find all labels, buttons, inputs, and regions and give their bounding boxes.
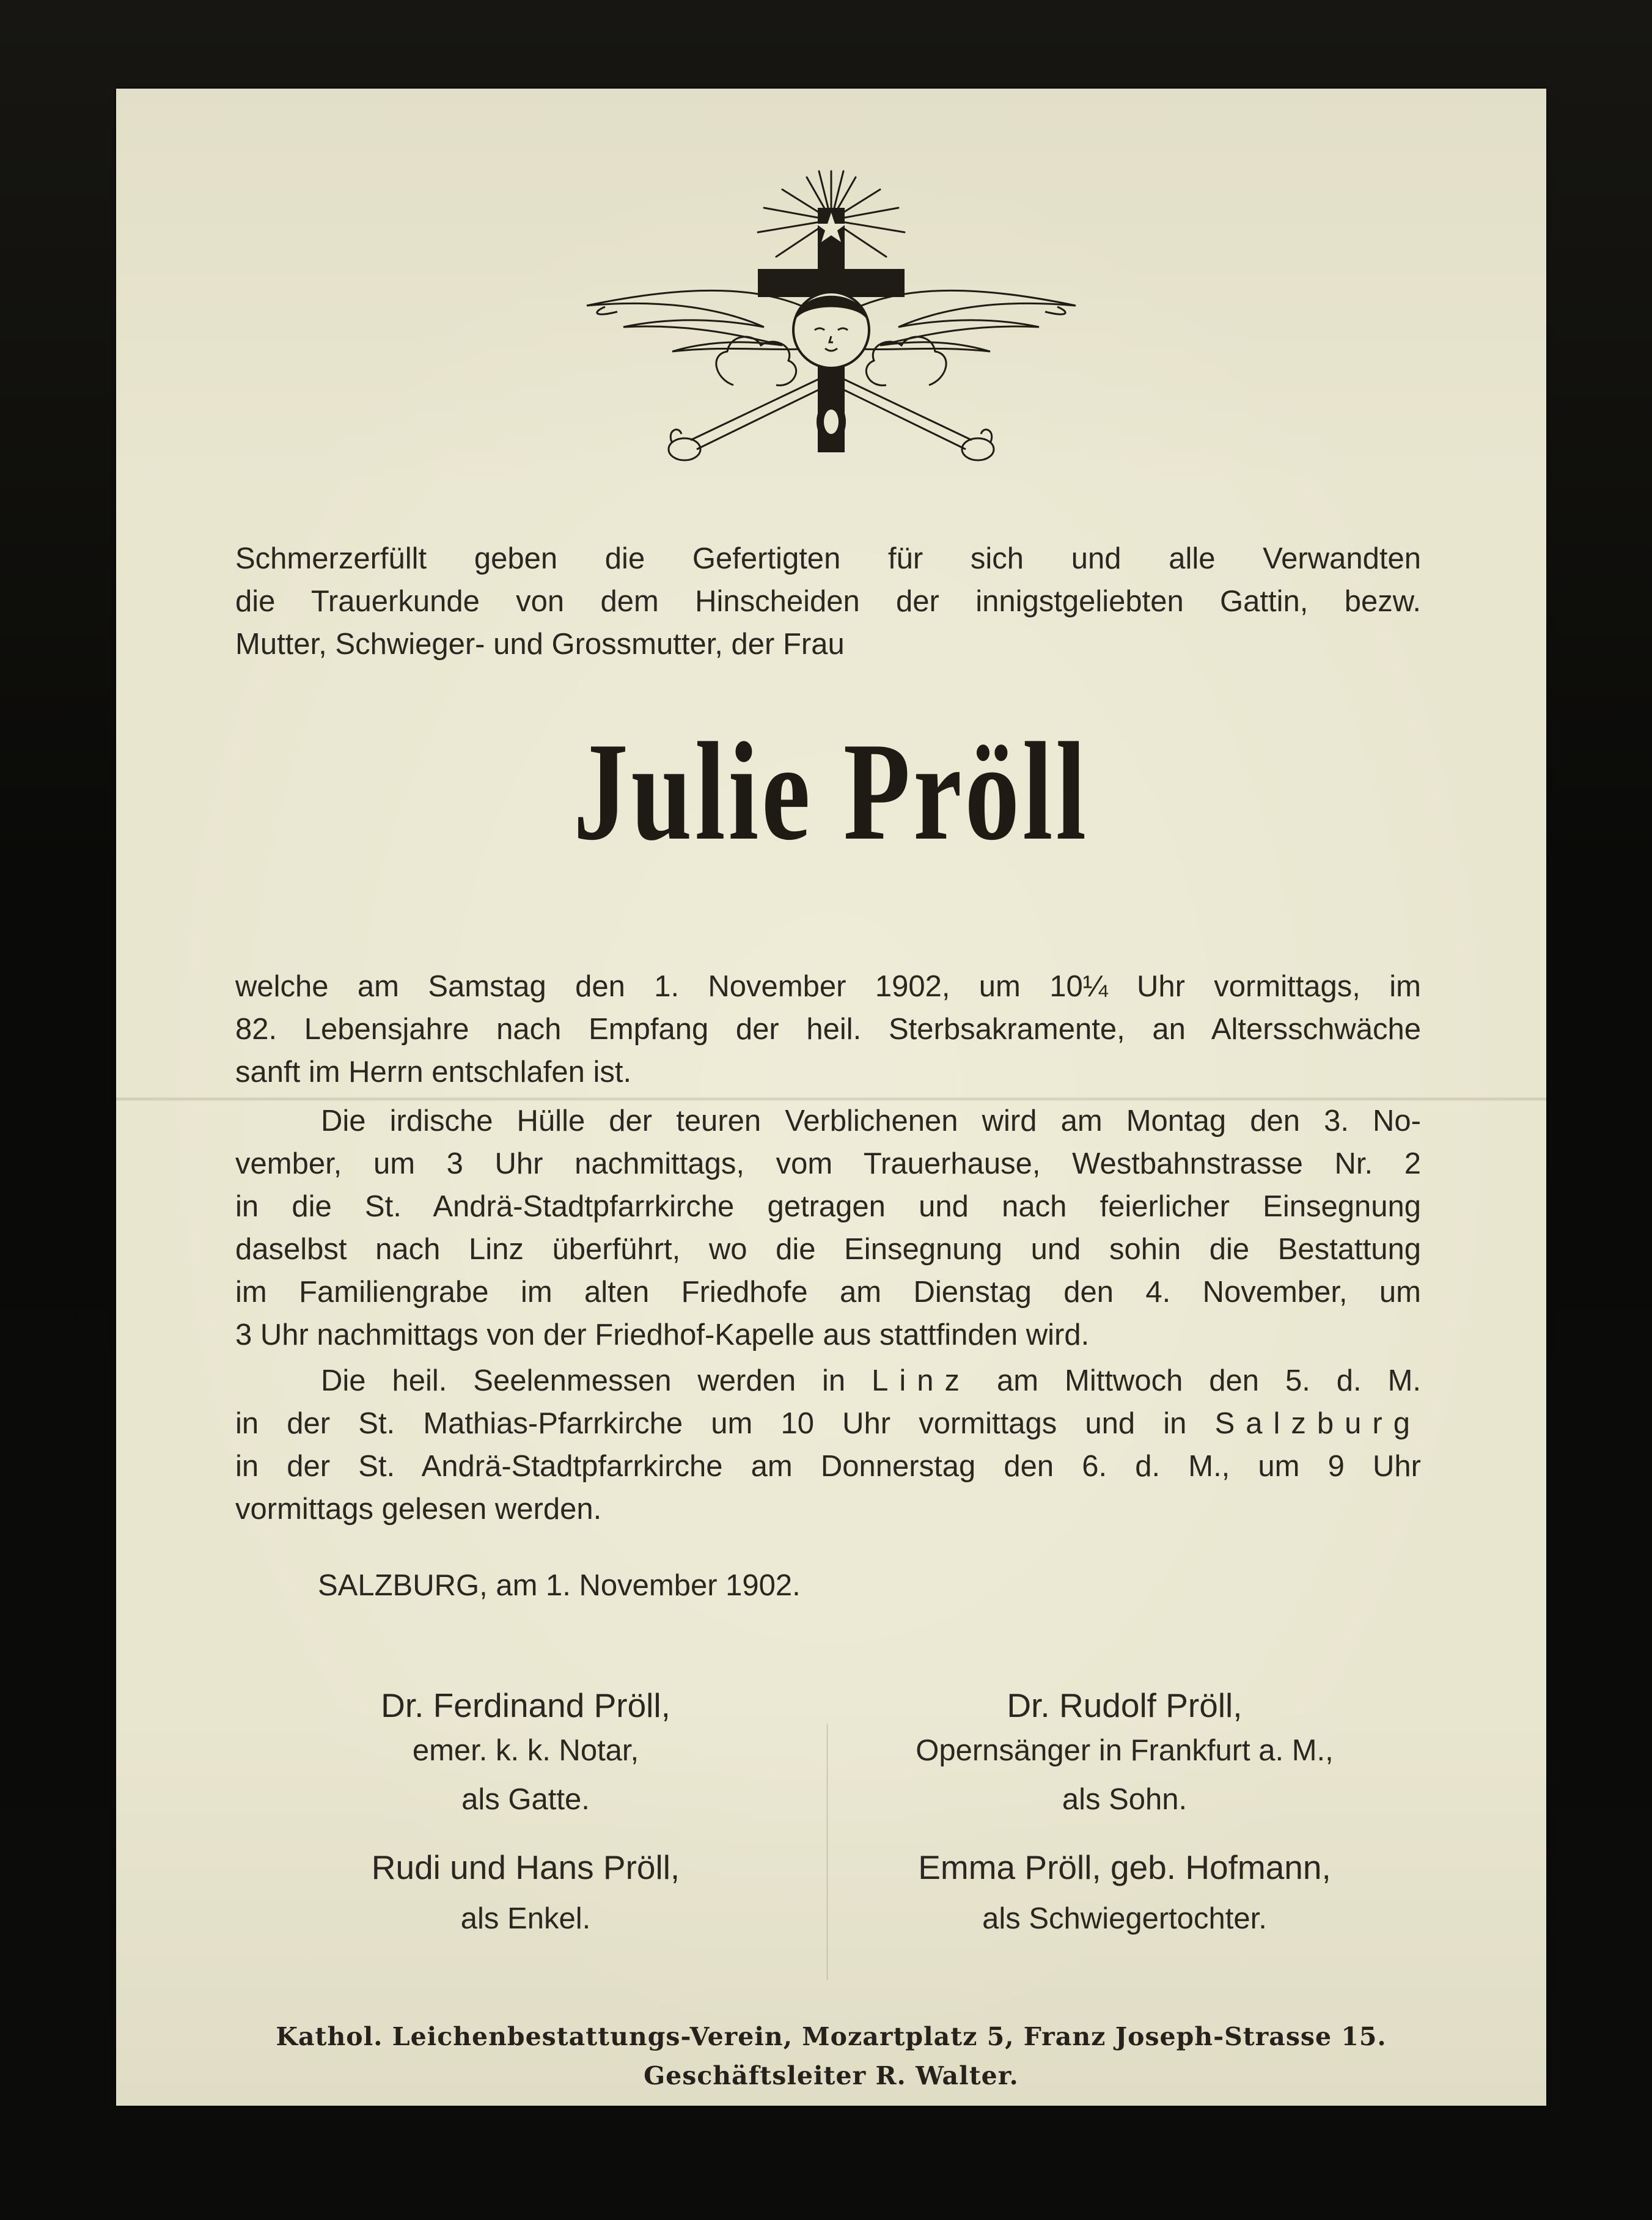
masses-line-1-end: am Mittwoch den 5. d. M. <box>996 1364 1421 1397</box>
death-notice-line-3: sanft im Herrn entschlafen ist. <box>235 1056 632 1089</box>
masses-line-1 <box>321 1360 1421 1402</box>
signatory-title: emer. k. k. Notar, <box>412 1734 639 1767</box>
masses-city-linz: Linz <box>872 1364 971 1397</box>
funeral-line-5: im Familiengrabe im alten Friedhofe am Dienstag den 4. November, um <box>235 1276 1421 1309</box>
signatory-name: Rudi und Hans Pröll, <box>371 1848 680 1886</box>
masses-line-2-start: in der St. Mathias-Pfarrkirche um 10 Uhr vormittags und in <box>235 1407 1187 1440</box>
signatory-husband <box>251 1684 801 1821</box>
masses-line-1-start: Die heil. Seelenmessen werden in <box>321 1364 846 1397</box>
signatory-relation: als Schwiegertochter. <box>982 1902 1267 1935</box>
signatory-title: Opernsänger in Frankfurt a. M., <box>916 1734 1334 1767</box>
footer-line-1: Kathol. Leichenbestattungs-Verein, Mozartplatz 5, Franz Joseph-Strasse 15. <box>276 2022 1387 2051</box>
signatory-daughter-in-law <box>850 1846 1400 1940</box>
signatory-name: Emma Pröll, geb. Hofmann, <box>918 1848 1331 1886</box>
intro-line-3: Mutter, Schwieger- und Grossmutter, der Frau <box>235 628 845 661</box>
masses-line-4: vormittags gelesen werden. <box>235 1493 602 1526</box>
death-notice-line-2: 82. Lebensjahre nach Empfang der heil. Sterbsakramente, an Altersschwäche <box>235 1013 1421 1046</box>
signatory-grandchildren <box>251 1846 801 1940</box>
funeral-line-1: Die irdische Hülle der teuren Verblichenen wird am Montag den 3. No- <box>321 1104 1421 1138</box>
intro-line-2: die Trauerkunde von dem Hinscheiden der innigstgeliebten Gattin, bezw. <box>235 585 1421 618</box>
intro-line-1: Schmerzerfüllt geben die Gefertigten für sich und alle Verwandten <box>235 542 1421 575</box>
place-date: SALZBURG, am 1. November 1902. <box>318 1569 801 1602</box>
signatory-name: Dr. Ferdinand Pröll, <box>381 1686 670 1724</box>
cross-with-cherub-ornament-icon <box>581 165 1082 483</box>
funeral-line-4: daselbst nach Linz überführt, wo die Einsegnung und sohin die Bestattung <box>235 1233 1421 1266</box>
masses-line-2 <box>235 1403 1421 1445</box>
funeral-line-3: in die St. Andrä-Stadtpfarrkirche getragen und nach feierlicher Einsegnung <box>235 1190 1421 1223</box>
signatory-relation: als Sohn. <box>1062 1783 1188 1816</box>
signatory-name: Dr. Rudolf Pröll, <box>1007 1686 1243 1724</box>
deceased-name: Julie Pröll <box>573 713 1089 869</box>
death-notice-line-1: welche am Samstag den 1. November 1902, um 10¼ Uhr vormittags, im <box>235 970 1421 1003</box>
signatory-son <box>850 1684 1400 1821</box>
masses-city-salzburg: Salzburg <box>1214 1407 1421 1440</box>
undertaker-footer <box>116 2017 1546 2095</box>
funeral-line-6: 3 Uhr nachmittags von der Friedhof-Kapelle aus stattfinden wird. <box>235 1318 1090 1351</box>
signatory-relation: als Gatte. <box>461 1783 590 1816</box>
funeral-line-2: vember, um 3 Uhr nachmittags, vom Trauerhause, Westbahnstrasse Nr. 2 <box>235 1147 1421 1180</box>
signatory-relation: als Enkel. <box>460 1902 591 1935</box>
footer-line-2: Geschäftsleiter R. Walter. <box>644 2061 1019 2090</box>
masses-line-3: in der St. Andrä-Stadtpfarrkirche am Donnerstag den 6. d. M., um 9 Uhr <box>235 1450 1421 1483</box>
vertical-fold-line <box>826 1724 828 1980</box>
